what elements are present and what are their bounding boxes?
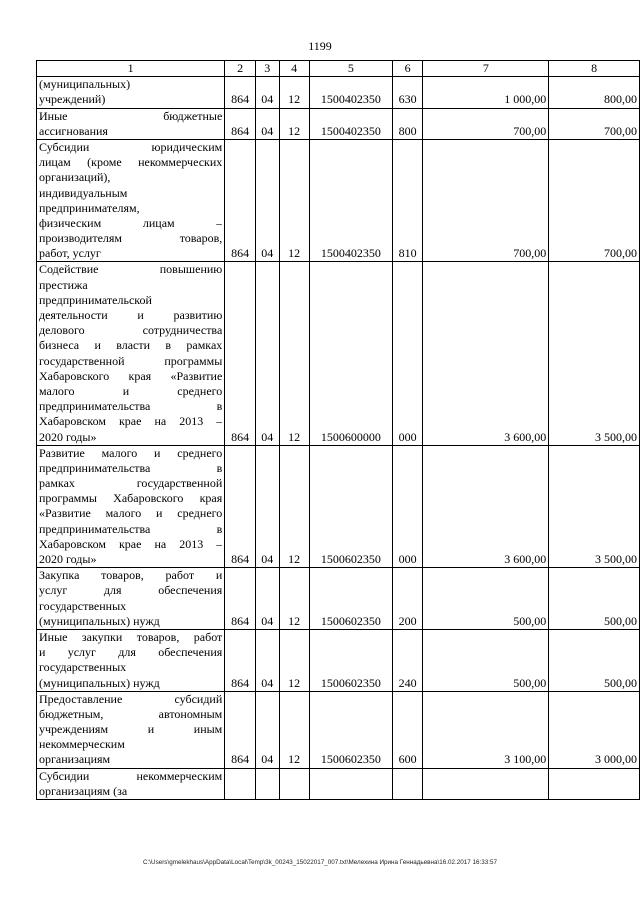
header-col-6: 6 bbox=[392, 61, 423, 77]
description-line: бюджетным, автономным bbox=[39, 706, 223, 721]
table-row bbox=[37, 768, 640, 799]
target-article-code: 1500602350 bbox=[309, 568, 392, 630]
expense-type-code: 000 bbox=[392, 262, 423, 445]
description-line: физическим лицам – bbox=[39, 215, 223, 230]
row-description bbox=[37, 629, 225, 691]
row-description bbox=[37, 768, 225, 799]
section-code: 04 bbox=[255, 262, 279, 445]
section-code bbox=[255, 768, 279, 799]
expense-type-code: 000 bbox=[392, 445, 423, 568]
description-line: Иные закупки товаров, работ bbox=[39, 629, 223, 644]
description-line: Содействие повышению bbox=[39, 262, 223, 277]
description-line: 2020 годы» bbox=[39, 429, 97, 444]
ministry-code: 864 bbox=[225, 568, 256, 630]
description-line: Закупка товаров, работ и bbox=[39, 568, 223, 583]
description-line: Субсидии юридическим bbox=[39, 139, 223, 154]
description-line: (муниципальных) нужд bbox=[39, 613, 160, 628]
amount-year-2: 500,00 bbox=[549, 629, 640, 691]
ministry-code: 864 bbox=[225, 629, 256, 691]
subsection-code bbox=[279, 768, 309, 799]
subsection-code: 12 bbox=[279, 139, 309, 262]
description-line: индивидуальным bbox=[39, 185, 128, 200]
header-col-8: 8 bbox=[549, 61, 640, 77]
amount-year-1: 3 600,00 bbox=[423, 445, 549, 568]
subsection-code: 12 bbox=[279, 77, 309, 108]
amount-year-1: 700,00 bbox=[423, 108, 549, 139]
budget-table bbox=[36, 60, 640, 800]
description-line: Хабаровского края «Развитие bbox=[39, 368, 223, 383]
section-code: 04 bbox=[255, 77, 279, 108]
target-article-code bbox=[309, 768, 392, 799]
ministry-code: 864 bbox=[225, 262, 256, 445]
amount-year-1: 1 000,00 bbox=[423, 77, 549, 108]
expense-type-code bbox=[392, 768, 423, 799]
ministry-code: 864 bbox=[225, 108, 256, 139]
description-line: престижа bbox=[39, 277, 88, 292]
section-code: 04 bbox=[255, 108, 279, 139]
amount-year-2: 700,00 bbox=[549, 139, 640, 262]
amount-year-2: 3 500,00 bbox=[549, 262, 640, 445]
amount-year-1: 3 100,00 bbox=[423, 691, 549, 768]
expense-type-code: 630 bbox=[392, 77, 423, 108]
description-line: и услуг для обеспечения bbox=[39, 645, 223, 660]
section-code: 04 bbox=[255, 629, 279, 691]
target-article-code: 1500600000 bbox=[309, 262, 392, 445]
header-col-3: 3 bbox=[255, 61, 279, 77]
description-line: Развитие малого и среднего bbox=[39, 445, 223, 460]
section-code: 04 bbox=[255, 568, 279, 630]
file-path-footer: C:\Users\gmelekhaus\AppData\Local\Temp\3k_00243_15022017_007.txt\Мелехина Ирина Геннадьевна\16.02.2017 16:33:57 bbox=[142, 859, 498, 866]
subsection-code: 12 bbox=[279, 445, 309, 568]
table-row bbox=[37, 262, 640, 445]
ministry-code: 864 bbox=[225, 139, 256, 262]
row-description bbox=[37, 691, 225, 768]
description-line: программы Хабаровского края bbox=[39, 491, 223, 506]
table-row bbox=[37, 139, 640, 262]
description-line: государственных bbox=[39, 660, 127, 675]
amount-year-1: 500,00 bbox=[423, 629, 549, 691]
target-article-code: 1500402350 bbox=[309, 139, 392, 262]
description-line: учреждениям и иным bbox=[39, 722, 223, 737]
description-line: Иные бюджетные bbox=[39, 108, 223, 123]
description-line: услуг для обеспечения bbox=[39, 583, 223, 598]
description-line: Хабаровском крае на 2013 – bbox=[39, 414, 223, 429]
description-line: работ, услуг bbox=[39, 246, 101, 261]
ministry-code: 864 bbox=[225, 445, 256, 568]
subsection-code: 12 bbox=[279, 629, 309, 691]
amount-year-2: 800,00 bbox=[549, 77, 640, 108]
row-description bbox=[37, 139, 225, 262]
expense-type-code: 240 bbox=[392, 629, 423, 691]
description-line: организаций), bbox=[39, 170, 111, 185]
amount-year-2: 500,00 bbox=[549, 568, 640, 630]
row-description bbox=[37, 262, 225, 445]
description-line: Предоставление субсидий bbox=[39, 691, 223, 706]
row-description bbox=[37, 77, 225, 108]
amount-year-1: 700,00 bbox=[423, 139, 549, 262]
section-code: 04 bbox=[255, 691, 279, 768]
description-line: организациям (за bbox=[39, 783, 128, 798]
ministry-code bbox=[225, 768, 256, 799]
description-line: предпринимательства в bbox=[39, 399, 223, 414]
row-description bbox=[37, 445, 225, 568]
header-col-2: 2 bbox=[225, 61, 256, 77]
ministry-code: 864 bbox=[225, 691, 256, 768]
description-line: 2020 годы» bbox=[39, 552, 97, 567]
description-line: рамках государственной bbox=[39, 476, 223, 491]
target-article-code: 1500602350 bbox=[309, 445, 392, 568]
table-row bbox=[37, 691, 640, 768]
target-article-code: 1500402350 bbox=[309, 77, 392, 108]
description-line: бизнеса и власти в рамках bbox=[39, 338, 223, 353]
description-line: деятельности и развитию bbox=[39, 308, 223, 323]
description-line: Субсидии некоммерческим bbox=[39, 768, 223, 783]
amount-year-2 bbox=[549, 768, 640, 799]
table-row bbox=[37, 445, 640, 568]
description-line: делового сотрудничества bbox=[39, 323, 223, 338]
header-col-7: 7 bbox=[423, 61, 549, 77]
expense-type-code: 810 bbox=[392, 139, 423, 262]
expense-type-code: 200 bbox=[392, 568, 423, 630]
amount-year-2: 3 000,00 bbox=[549, 691, 640, 768]
amount-year-2: 700,00 bbox=[549, 108, 640, 139]
description-line: малого и среднего bbox=[39, 383, 223, 398]
description-line: (муниципальных) bbox=[39, 77, 131, 92]
subsection-code: 12 bbox=[279, 691, 309, 768]
section-code: 04 bbox=[255, 445, 279, 568]
row-description bbox=[37, 568, 225, 630]
description-line: предпринимателям, bbox=[39, 200, 140, 215]
amount-year-1: 3 600,00 bbox=[423, 262, 549, 445]
amount-year-1 bbox=[423, 768, 549, 799]
description-line: Хабаровском крае на 2013 – bbox=[39, 536, 223, 551]
subsection-code: 12 bbox=[279, 108, 309, 139]
table-row bbox=[37, 568, 640, 630]
header-col-5: 5 bbox=[309, 61, 392, 77]
description-line: предпринимательства в bbox=[39, 521, 223, 536]
description-line: лицам (кроме некоммерческих bbox=[39, 155, 223, 170]
description-line: учреждений) bbox=[39, 92, 106, 107]
amount-year-2: 3 500,00 bbox=[549, 445, 640, 568]
description-line: «Развитие малого и среднего bbox=[39, 506, 223, 521]
header-col-4: 4 bbox=[279, 61, 309, 77]
target-article-code: 1500602350 bbox=[309, 691, 392, 768]
subsection-code: 12 bbox=[279, 262, 309, 445]
expense-type-code: 800 bbox=[392, 108, 423, 139]
description-line: предпринимательства в bbox=[39, 460, 223, 475]
description-line: (муниципальных) нужд bbox=[39, 675, 160, 690]
target-article-code: 1500402350 bbox=[309, 108, 392, 139]
ministry-code: 864 bbox=[225, 77, 256, 108]
table-header-row bbox=[37, 61, 640, 77]
row-description bbox=[37, 108, 225, 139]
page-number: 1199 bbox=[308, 39, 332, 53]
description-line: организациям bbox=[39, 752, 111, 767]
amount-year-1: 500,00 bbox=[423, 568, 549, 630]
expense-type-code: 600 bbox=[392, 691, 423, 768]
subsection-code: 12 bbox=[279, 568, 309, 630]
description-line: государственной программы bbox=[39, 353, 223, 368]
section-code: 04 bbox=[255, 139, 279, 262]
description-line: некоммерческим bbox=[39, 737, 125, 752]
description-line: предпринимательской bbox=[39, 292, 152, 307]
header-col-1: 1 bbox=[37, 61, 225, 77]
description-line: производителям товаров, bbox=[39, 231, 223, 246]
description-line: ассигнования bbox=[39, 123, 108, 138]
table-row bbox=[37, 629, 640, 691]
table-row bbox=[37, 108, 640, 139]
table-row bbox=[37, 77, 640, 108]
description-line: государственных bbox=[39, 598, 127, 613]
target-article-code: 1500602350 bbox=[309, 629, 392, 691]
